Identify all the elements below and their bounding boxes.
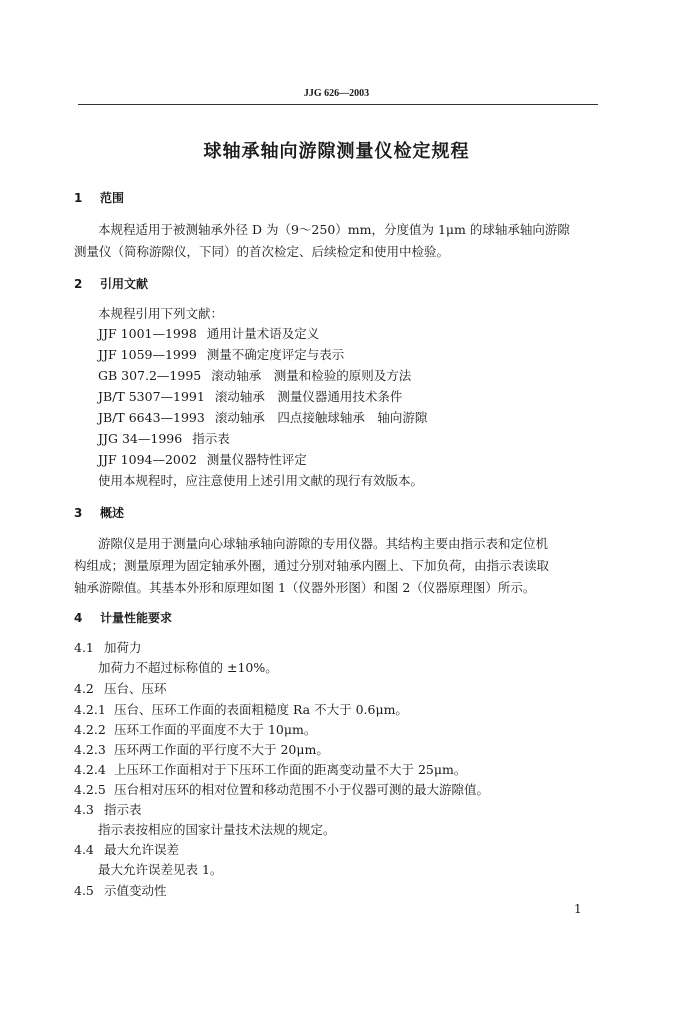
clause-number: 4.2.4 [74, 762, 106, 777]
section-title: 概述 [100, 506, 125, 520]
reference-code: JB/T 5307—1991 [98, 389, 205, 404]
subsection-4-2-heading [74, 681, 167, 697]
section-title: 范围 [100, 191, 125, 205]
section-3-paragraph-line: 游隙仪是用于测量向心球轴承轴向游隙的专用仪器。其结构主要由指示表和定位机 [98, 536, 549, 551]
clause-4-2-5 [74, 782, 489, 798]
subsection-number: 4.5 [74, 883, 94, 898]
subsection-4-1-text: 加荷力不超过标称值的 ±10%。 [98, 660, 278, 675]
subsection-number: 4.4 [74, 842, 94, 857]
subsection-4-4-text: 最大允许误差见表 1。 [98, 862, 223, 877]
section-3-paragraph-line: 轴承游隙值。其基本外形和原理如图 1（仪器外形图）和图 2（仪器原理图）所示。 [74, 580, 536, 595]
reference-title: 测量不确定度评定与表示 [206, 347, 345, 362]
reference-title: 滚动轴承 测量和检验的原则及方法 [211, 368, 412, 383]
section-title: 计量性能要求 [100, 611, 173, 625]
references-intro: 本规程引用下列文献： [98, 306, 224, 321]
section-1-paragraph-line: 测量仪（简称游隙仪，下同）的首次检定、后续检定和使用中检验。 [74, 244, 450, 259]
reference-item [98, 326, 319, 342]
reference-item [98, 452, 307, 468]
reference-title: 测量仪器特性评定 [206, 452, 307, 467]
clause-4-2-3 [74, 742, 329, 758]
subsection-title: 压台、压环 [104, 681, 167, 696]
section-number: 1 [74, 191, 83, 205]
subsection-title: 加荷力 [104, 640, 142, 655]
clause-text: 压台、压环工作面的表面粗糙度 Ra 不大于 0.6μm。 [114, 702, 408, 717]
references-outro: 使用本规程时，应注意使用上述引用文献的现行有效版本。 [98, 473, 424, 488]
reference-code: JJF 1059—1999 [98, 347, 197, 362]
subsection-number: 4.3 [74, 802, 94, 817]
clause-text: 上压环工作面相对于下压环工作面的距离变动量不大于 25μm。 [114, 762, 467, 777]
page-title: 球轴承轴向游隙测量仪检定规程 [203, 141, 470, 162]
section-number: 4 [74, 611, 83, 625]
section-3-heading [74, 505, 124, 521]
subsection-4-4-heading [74, 842, 179, 858]
subsection-title: 最大允许误差 [104, 842, 180, 857]
reference-code: JJF 1001—1998 [98, 326, 197, 341]
section-1-paragraph-line: 本规程适用于被测轴承外径 D 为（9～250）mm，分度值为 1μm 的球轴承轴向游隙 [98, 222, 570, 237]
clause-text: 压台相对压环的相对位置和移动范围不小于仪器可测的最大游隙值。 [114, 782, 490, 797]
reference-title: 指示表 [192, 431, 230, 446]
section-3-paragraph-line: 构组成；测量原理为固定轴承外圈，通过分别对轴承内圈上、下加负荷，由指示表读取 [74, 558, 550, 573]
reference-title: 滚动轴承 四点接触球轴承 轴向游隙 [214, 410, 428, 425]
clause-number: 4.2.3 [74, 742, 106, 757]
clause-number: 4.2.1 [74, 702, 106, 717]
clause-number: 4.2.5 [74, 782, 106, 797]
standard-code-header: JJG 626—2003 [303, 88, 370, 99]
clause-4-2-4 [74, 762, 466, 778]
subsection-number: 4.1 [74, 640, 94, 655]
header-rule [78, 104, 598, 105]
subsection-title: 示值变动性 [104, 883, 167, 898]
subsection-title: 指示表 [104, 802, 142, 817]
section-1-heading [74, 190, 124, 206]
subsection-number: 4.2 [74, 681, 94, 696]
reference-item [98, 410, 427, 426]
page-number: 1 [574, 902, 582, 916]
reference-item [98, 368, 411, 384]
clause-text: 压环工作面的平面度不大于 10μm。 [114, 722, 317, 737]
section-2-heading [74, 276, 148, 292]
section-4-heading [74, 610, 172, 626]
clause-number: 4.2.2 [74, 722, 106, 737]
reference-code: JJG 34—1996 [98, 431, 183, 446]
clause-4-2-2 [74, 722, 316, 738]
subsection-4-5-heading [74, 883, 167, 899]
reference-item [98, 347, 344, 363]
section-title: 引用文献 [100, 277, 149, 291]
section-number: 3 [74, 506, 83, 520]
reference-code: JJF 1094—2002 [98, 452, 197, 467]
reference-title: 滚动轴承 测量仪器通用技术条件 [214, 389, 403, 404]
reference-item [98, 431, 230, 447]
clause-4-2-1 [74, 702, 408, 718]
reference-code: JB/T 6643—1993 [98, 410, 205, 425]
subsection-4-3-heading [74, 802, 142, 818]
reference-item [98, 389, 402, 405]
reference-title: 通用计量术语及定义 [206, 326, 320, 341]
clause-text: 压环两工作面的平行度不大于 20μm。 [114, 742, 329, 757]
reference-code: GB 307.2—1995 [98, 368, 202, 383]
section-number: 2 [74, 277, 83, 291]
subsection-4-1-heading [74, 640, 142, 656]
subsection-4-3-text: 指示表按相应的国家计量技术法规的规定。 [98, 822, 336, 837]
